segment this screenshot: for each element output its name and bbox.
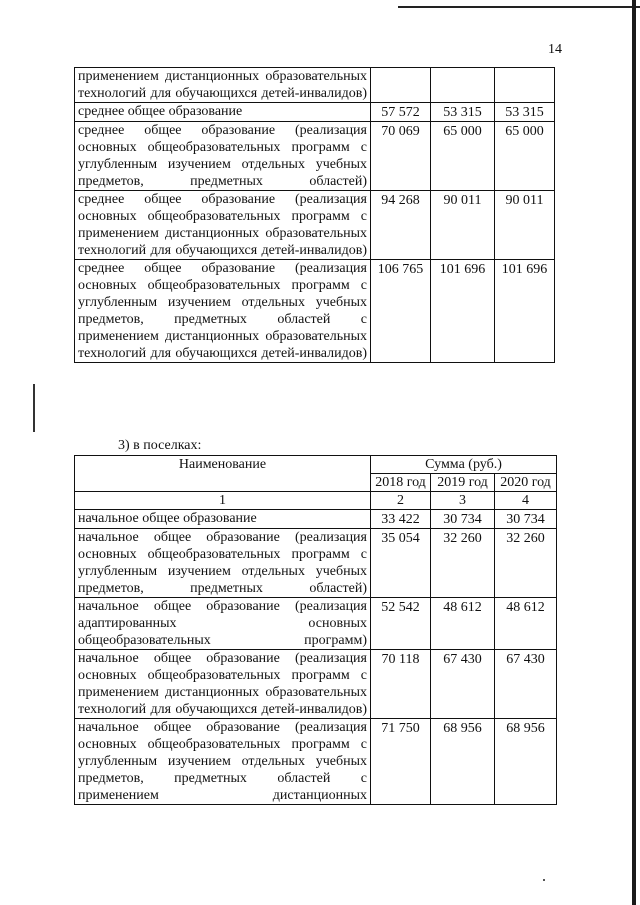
column-number: 3: [431, 492, 495, 510]
value-2020: 101 696: [495, 260, 555, 363]
margin-mark: [33, 384, 35, 432]
row-name: среднее общее образование (реализация основных общеобразовательных программ с углубленным изучением отдельных учебных предметов, предметных областей): [75, 122, 371, 191]
value-2020: 68 956: [495, 719, 557, 805]
section-heading: 3) в поселках:: [118, 438, 202, 453]
value-2020: 65 000: [495, 122, 555, 191]
value-2018: 71 750: [371, 719, 431, 805]
table-row: [75, 529, 557, 598]
value-2018: 35 054: [371, 529, 431, 598]
column-number: 2: [371, 492, 431, 510]
value-2020: [495, 68, 555, 103]
header-year-2018: 2018 год: [371, 474, 431, 492]
value-2018: 106 765: [371, 260, 431, 363]
value-2019: 32 260: [431, 529, 495, 598]
value-2019: 65 000: [431, 122, 495, 191]
value-2019: 48 612: [431, 598, 495, 650]
column-number: 4: [495, 492, 557, 510]
table-row: [75, 191, 555, 260]
value-2018: 94 268: [371, 191, 431, 260]
header-name: Наименование: [75, 456, 371, 492]
table-row: [75, 598, 557, 650]
scan-edge-bar: [632, 0, 636, 905]
value-2019: 53 315: [431, 103, 495, 122]
table-row: [75, 103, 555, 122]
row-name: среднее общее образование (реализация основных общеобразовательных программ с применением дистанционных образовательных технологий для обучающихся детей-инвалидов): [75, 191, 371, 260]
top-rule: [398, 6, 640, 8]
row-name: начальное общее образование (реализация основных общеобразовательных программ с углубленным изучением отдельных учебных предметов, предметных областей): [75, 529, 371, 598]
row-name: применением дистанционных образовательных технологий для обучающихся детей-инвалидов): [75, 68, 371, 103]
table-row: [75, 68, 555, 103]
row-name: начальное общее образование (реализация адаптированных основных общеобразовательных программ): [75, 598, 371, 650]
row-name: начальное общее образование (реализация основных общеобразовательных программ с применением дистанционных образовательных технологий для обучающихся детей-инвалидов): [75, 650, 371, 719]
row-name: начальное общее образование (реализация основных общеобразовательных программ с углубленным изучением отдельных учебных предметов, предметных областей с применением дистанционных: [75, 719, 371, 805]
header-row: [75, 456, 557, 474]
value-2020: 30 734: [495, 510, 557, 529]
value-2019: 30 734: [431, 510, 495, 529]
cost-table-settlements: [74, 455, 557, 805]
value-2019: 67 430: [431, 650, 495, 719]
row-name: среднее общее образование: [75, 103, 371, 122]
value-2018: 57 572: [371, 103, 431, 122]
row-name: начальное общее образование: [75, 510, 371, 529]
table-row: [75, 260, 555, 363]
header-year-2020: 2020 год: [495, 474, 557, 492]
value-2019: 101 696: [431, 260, 495, 363]
page-number: 14: [548, 42, 562, 57]
header-sum: Сумма (руб.): [371, 456, 557, 474]
value-2019: [431, 68, 495, 103]
value-2019: 68 956: [431, 719, 495, 805]
table-row: [75, 719, 557, 805]
table-row: [75, 650, 557, 719]
header-year-2019: 2019 год: [431, 474, 495, 492]
value-2018: [371, 68, 431, 103]
value-2020: 90 011: [495, 191, 555, 260]
value-2020: 32 260: [495, 529, 557, 598]
value-2020: 53 315: [495, 103, 555, 122]
cost-table-continued: [74, 67, 555, 363]
value-2019: 90 011: [431, 191, 495, 260]
table-row: [75, 510, 557, 529]
column-numbers-row: [75, 492, 557, 510]
table-row: [75, 122, 555, 191]
row-name: среднее общее образование (реализация основных общеобразовательных программ с углубленным изучением отдельных учебных предметов, предметных областей с применением дистанционных образовательных технологий для обучающихся детей-инвалидов): [75, 260, 371, 363]
value-2018: 70 118: [371, 650, 431, 719]
column-number: 1: [75, 492, 371, 510]
value-2018: 52 542: [371, 598, 431, 650]
value-2018: 33 422: [371, 510, 431, 529]
value-2020: 67 430: [495, 650, 557, 719]
value-2020: 48 612: [495, 598, 557, 650]
scan-speck: [543, 879, 545, 881]
value-2018: 70 069: [371, 122, 431, 191]
